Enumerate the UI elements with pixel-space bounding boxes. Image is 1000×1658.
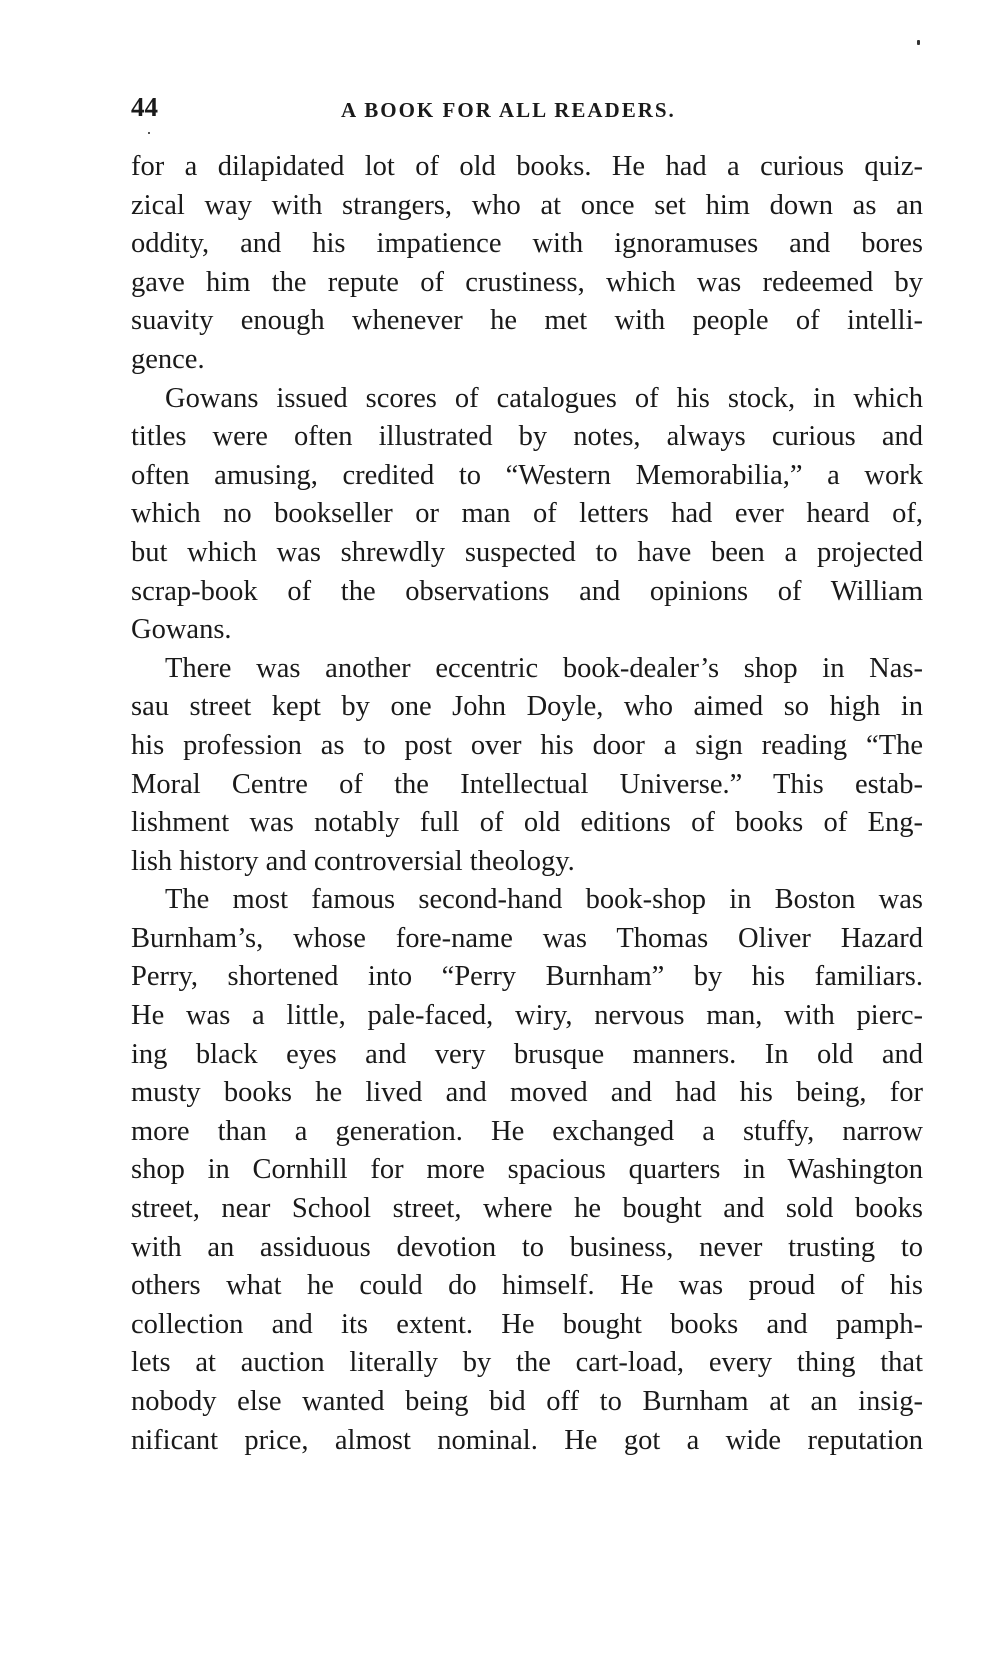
text-line: suavity enough whenever he met with people of intelli- bbox=[131, 305, 923, 337]
text-line: Gowans issued scores of catalogues of his stock, in which bbox=[165, 382, 923, 414]
paragraph bbox=[131, 650, 923, 882]
text-line: his profession as to post over his door a sign reading “The bbox=[131, 729, 923, 761]
paragraph bbox=[131, 380, 923, 650]
text-line: Gowans. bbox=[131, 614, 232, 646]
text-line: for a dilapidated lot of old books. He had a curious quiz- bbox=[131, 151, 923, 182]
text-line: others what he could do himself. He was proud of his bbox=[131, 1270, 923, 1302]
text-line: lish history and controversial theology. bbox=[131, 845, 575, 877]
text-line: There was another eccentric book-dealer’s shop in Nas- bbox=[165, 652, 923, 684]
text-line: sau street kept by one John Doyle, who aimed so high in bbox=[131, 691, 923, 723]
text-line: shop in Cornhill for more spacious quarters in Washington bbox=[131, 1154, 923, 1186]
text-line: nificant price, almost nominal. He got a wide reputation bbox=[131, 1424, 923, 1456]
text-line: titles were often illustrated by notes, always curious and bbox=[131, 421, 923, 453]
text-line: oddity, and his impatience with ignoramuses and bores bbox=[131, 228, 923, 260]
paragraph bbox=[131, 881, 923, 1460]
print-speck bbox=[148, 132, 150, 134]
paragraph bbox=[131, 148, 923, 380]
text-line: street, near School street, where he bought and sold books bbox=[131, 1193, 923, 1225]
text-line: nobody else wanted being bid off to Burnham at an insig- bbox=[131, 1386, 923, 1417]
print-speck bbox=[917, 40, 920, 45]
text-line: He was a little, pale-faced, wiry, nervous man, with pierc- bbox=[131, 1000, 923, 1032]
text-line: Burnham’s, whose fore-name was Thomas Oliver Hazard bbox=[131, 922, 923, 954]
text-line: The most famous second-hand book-shop in Boston was bbox=[165, 884, 923, 916]
text-line: lishment was notably full of old editions of books of Eng- bbox=[131, 807, 923, 839]
text-line: ing black eyes and very brusque manners. In old and bbox=[131, 1038, 923, 1070]
text-line: Moral Centre of the Intellectual Universe.” This estab- bbox=[131, 768, 923, 800]
text-line: gave him the repute of crustiness, which was redeemed by bbox=[131, 266, 923, 298]
text-line: Perry, shortened into “Perry Burnham” by his familiars. bbox=[131, 961, 923, 993]
running-head: A BOOK FOR ALL READERS. bbox=[341, 98, 676, 122]
text-line: with an assiduous devotion to business, never trusting to bbox=[131, 1231, 923, 1263]
body-text bbox=[131, 148, 923, 1460]
page-header bbox=[131, 92, 923, 132]
page-number: 44 bbox=[131, 92, 158, 122]
text-line: lets at auction literally by the cart-load, every thing that bbox=[131, 1347, 923, 1379]
text-line: often amusing, credited to “Western Memorabilia,” a work bbox=[131, 459, 923, 491]
text-line: which no bookseller or man of letters had ever heard of, bbox=[131, 498, 923, 530]
text-line: musty books he lived and moved and had his being, for bbox=[131, 1077, 923, 1109]
text-line: collection and its extent. He bought books and pamph- bbox=[131, 1308, 923, 1340]
text-line: gence. bbox=[131, 343, 205, 375]
text-line: more than a generation. He exchanged a stuffy, narrow bbox=[131, 1115, 923, 1147]
text-line: scrap-book of the observations and opinions of William bbox=[131, 575, 923, 607]
text-line: zical way with strangers, who at once set him down as an bbox=[131, 189, 923, 221]
text-line: but which was shrewdly suspected to have been a projected bbox=[131, 536, 923, 568]
